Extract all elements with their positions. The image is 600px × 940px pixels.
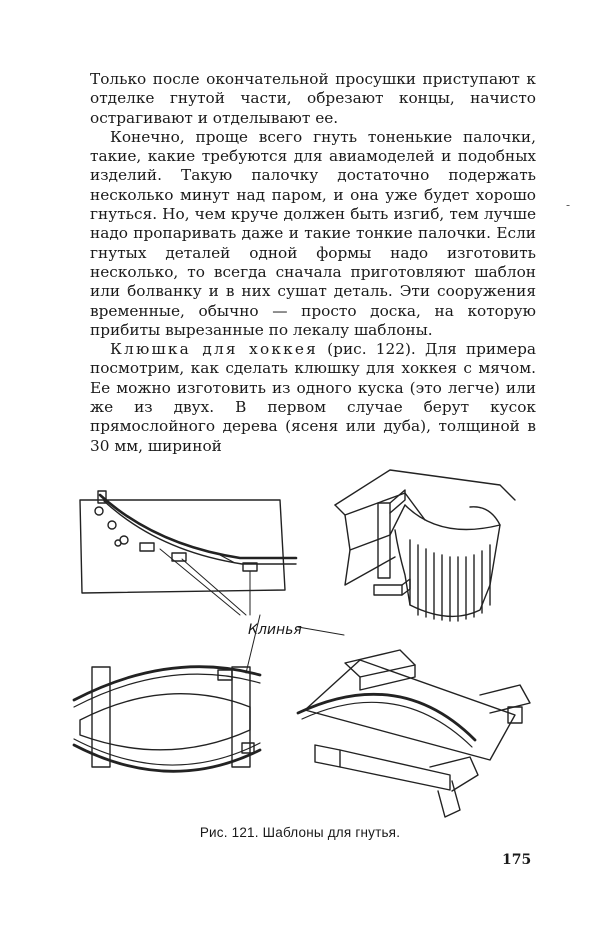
paragraph-3	[90, 340, 536, 456]
body-text	[90, 70, 536, 456]
barrel-template-bottom-left	[74, 667, 260, 772]
paragraph-2: Конечно, проще всего гнуть тоненькие палочки, такие, какие требуются для авиамоделей и подобных изделий. Такую палочку достаточно подержать несколько минут над паром, и она уже будет хорошо гнуться. Но, чем круче должен быть изгиб, тем лучше надо пропаривать даже и такие тонкие палочки. Если гнутых деталей одной формы надо изготовить несколько, то всегда сначала приготовляют шаблон или болванку и в них сушат деталь. Эти сооружения временные, обычно — просто доска, на которую прибиты вырезанные по лекалу шаблоны.	[90, 127, 536, 339]
figure-label-wedges: Клинья	[248, 622, 302, 638]
figure-bending-templates	[60, 445, 540, 835]
paragraph-1: Только после окончательной просушки приступают к отделке гнутой части, обрезают концы, начисто острагивают и отделывают ее.	[90, 70, 536, 127]
page-number: 175	[502, 852, 532, 868]
cylinder-form-top-right	[335, 470, 515, 621]
curved-board-bottom-right	[298, 650, 530, 817]
paragraph-3-body: (рис. 122). Для примера посмотрим, как сделать клюшку для хоккея с мячом. Ее можно изготовить из одного куска (это легче) или же из двух. В первом случае берут кусок прямослойного дерева (ясеня или дуба), толщиной в 30 мм, шириной	[90, 340, 536, 455]
figure-caption: Рис. 121. Шаблоны для гнутья.	[199, 825, 401, 840]
section-heading: Клюшка для хоккея	[110, 340, 318, 359]
leader-lines	[160, 549, 344, 673]
template-board-top-left	[80, 491, 296, 593]
figure-illustration	[60, 445, 540, 835]
margin-mark: -	[566, 198, 571, 212]
